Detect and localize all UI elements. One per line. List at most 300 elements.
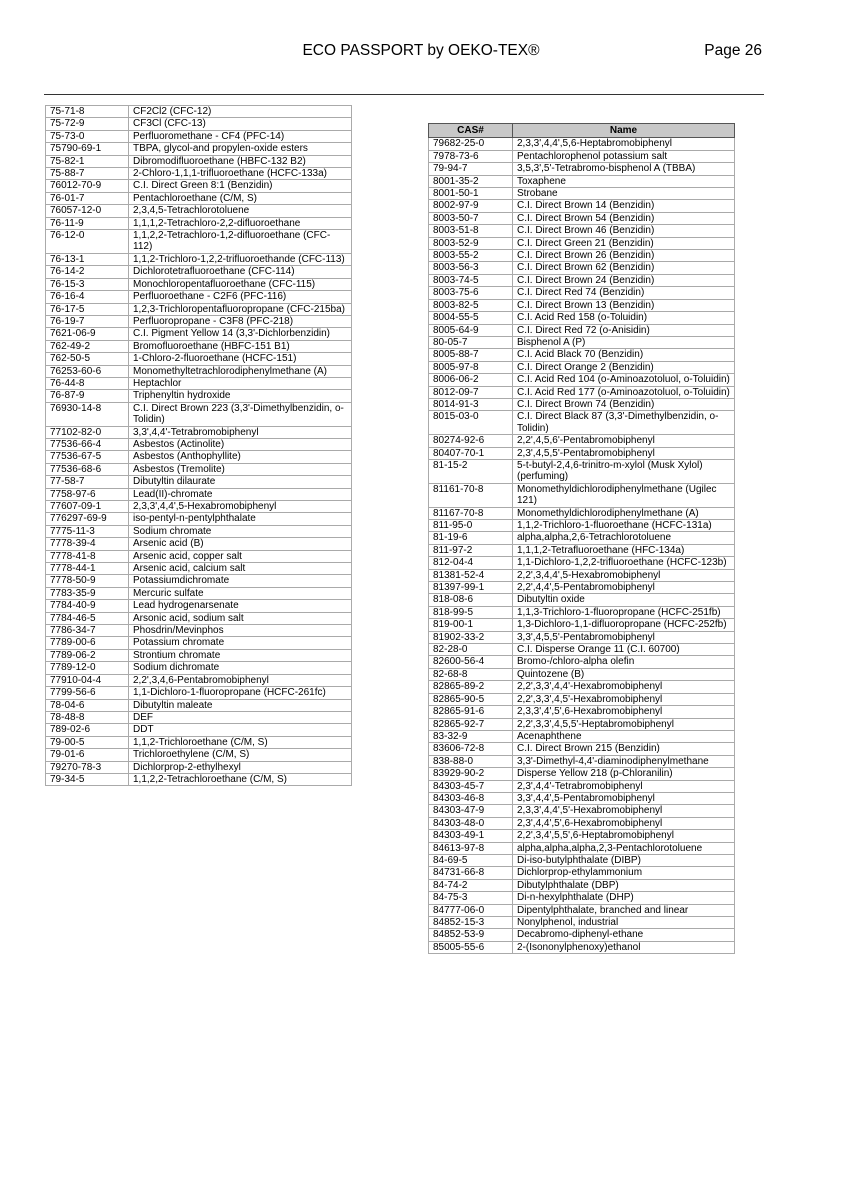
cas-number-cell: 7786-34-7 [46, 625, 129, 637]
table-row [429, 730, 735, 742]
cas-number-cell: 81397-99-1 [429, 582, 513, 594]
table-row [429, 225, 735, 237]
cas-number-cell: 8002-97-9 [429, 200, 513, 212]
cas-number-cell: 81-15-2 [429, 459, 513, 483]
substance-name-cell: Sodium dichromate [129, 662, 352, 674]
substance-name-cell: 2,3,3',4,4',5,6-Heptabromobiphenyl [513, 138, 735, 150]
table-row [429, 532, 735, 544]
table-row [429, 631, 735, 643]
table-row [429, 594, 735, 606]
table-row [46, 711, 352, 723]
cas-number-cell: 75-71-8 [46, 106, 129, 118]
table-row [429, 163, 735, 175]
substance-name-cell: Toxaphene [513, 175, 735, 187]
substance-name-cell: C.I. Acid Red 104 (o-Aminoazotoluol, o-Toluidin) [513, 374, 735, 386]
table-row [429, 507, 735, 519]
table-row [46, 130, 352, 142]
cas-number-cell: 81161-70-8 [429, 483, 513, 507]
substance-name-cell: 2-(Isononylphenoxy)ethanol [513, 941, 735, 953]
cas-number-cell: 8006-06-2 [429, 374, 513, 386]
cas-number-cell: 84731-66-8 [429, 867, 513, 879]
substance-name-cell: C.I. Direct Brown 215 (Benzidin) [513, 743, 735, 755]
substance-name-cell: 1,1,1,2-Tetrafluoroethane (HFC-134a) [513, 544, 735, 556]
cas-number-cell: 84303-49-1 [429, 830, 513, 842]
table-row [46, 637, 352, 649]
table-row [46, 426, 352, 438]
substance-name-cell: TBPA, glycol-and propylen-oxide esters [129, 143, 352, 155]
substance-name-cell: Perfluoropropane - C3F8 (PFC-218) [129, 315, 352, 327]
substance-name-cell: Nonylphenol, industrial [513, 917, 735, 929]
substance-name-cell: Monomethyldichlorodiphenylmethane (A) [513, 507, 735, 519]
substance-name-cell: 2,3,3',4,4',5-Hexabromobiphenyl [129, 501, 352, 513]
table-row [429, 274, 735, 286]
substance-name-cell: Phosdrin/Mevinphos [129, 625, 352, 637]
table-row [429, 606, 735, 618]
cas-number-cell: 7789-06-2 [46, 649, 129, 661]
table-row [429, 150, 735, 162]
cas-number-cell: 76930-14-8 [46, 402, 129, 426]
substance-name-cell: 2,2',4,5,6'-Pentabromobiphenyl [513, 435, 735, 447]
cas-number-cell: 7778-50-9 [46, 575, 129, 587]
substance-name-cell: Perfluoroethane - C2F6 (PFC-116) [129, 291, 352, 303]
table-row [429, 929, 735, 941]
table-row [429, 324, 735, 336]
substance-name-cell: Triphenyltin hydroxide [129, 390, 352, 402]
table-row [429, 398, 735, 410]
substance-name-cell: C.I. Direct Red 74 (Benzidin) [513, 287, 735, 299]
table-row [429, 854, 735, 866]
substance-name-cell: Dipentylphthalate, branched and linear [513, 904, 735, 916]
substance-name-cell: 1,3-Dichloro-1,1-difluoropropane (HCFC-252fb) [513, 619, 735, 631]
cas-number-cell: 80-05-7 [429, 336, 513, 348]
table-row [429, 557, 735, 569]
table-row [46, 192, 352, 204]
table-row [429, 299, 735, 311]
cas-number-cell: 84-69-5 [429, 854, 513, 866]
table-row [429, 459, 735, 483]
table-row [46, 253, 352, 265]
table-row [46, 612, 352, 624]
cas-number-cell: 776297-69-9 [46, 513, 129, 525]
substance-name-cell: Disperse Yellow 218 (p-Chloranilin) [513, 768, 735, 780]
table-row [46, 365, 352, 377]
substance-name-cell: 3,5,3',5'-Tetrabromo-bisphenol A (TBBA) [513, 163, 735, 175]
substance-name-cell: 1,1,2,2-Tetrachloroethane (C/M, S) [129, 773, 352, 785]
substance-name-cell: Monomethyldichlorodiphenylmethane (Ugilec 121) [513, 483, 735, 507]
table-row [46, 205, 352, 217]
table-row [429, 138, 735, 150]
cas-number-cell: 8003-52-9 [429, 237, 513, 249]
cas-number-cell: 82865-89-2 [429, 681, 513, 693]
table-row [429, 743, 735, 755]
substance-name-cell: 2-Chloro-1,1,1-trifluoroethane (HCFC-133a) [129, 168, 352, 180]
table-row [46, 106, 352, 118]
table-row [46, 390, 352, 402]
cas-number-cell: 79-01-6 [46, 749, 129, 761]
substance-name-cell: 1-Chloro-2-fluoroethane (HCFC-151) [129, 353, 352, 365]
substance-name-cell: 3,3'-Dimethyl-4,4'-diaminodiphenylmethane [513, 755, 735, 767]
substance-name-cell: Dichlorprop-ethylammonium [513, 867, 735, 879]
table-row [46, 377, 352, 389]
substance-name-cell: 1,1-Dichloro-1,2,2-trifluoroethane (HCFC-123b) [513, 557, 735, 569]
table-row [46, 230, 352, 254]
cas-number-cell: 7778-44-1 [46, 563, 129, 575]
substance-name-cell: Potassiumdichromate [129, 575, 352, 587]
table-row [46, 538, 352, 550]
substance-name-cell: Dibutyltin oxide [513, 594, 735, 606]
table-row [429, 250, 735, 262]
table-row [429, 904, 735, 916]
table-row [429, 374, 735, 386]
table-row [46, 513, 352, 525]
cas-number-cell: 85005-55-6 [429, 941, 513, 953]
cas-number-cell: 76-14-2 [46, 266, 129, 278]
table-row [46, 315, 352, 327]
right-table-body [429, 138, 735, 954]
table-row [46, 488, 352, 500]
cas-number-cell: 8004-55-5 [429, 312, 513, 324]
table-row [429, 656, 735, 668]
cas-number-cell: 789-02-6 [46, 724, 129, 736]
substance-name-cell: C.I. Direct Brown 223 (3,3'-Dimethylbenzidin, o-Tolidin) [129, 402, 352, 426]
cas-number-cell: 83929-90-2 [429, 768, 513, 780]
table-row [429, 386, 735, 398]
substance-name-cell: Potassium chromate [129, 637, 352, 649]
substance-name-cell: Dichlorotetrafluoroethane (CFC-114) [129, 266, 352, 278]
cas-number-cell: 83606-72-8 [429, 743, 513, 755]
substance-name-cell: 2,3,3',4',5',6-Hexabromobiphenyl [513, 706, 735, 718]
cas-number-cell: 76-12-0 [46, 230, 129, 254]
cas-number-cell: 84613-97-8 [429, 842, 513, 854]
substance-name-cell: C.I. Acid Red 177 (o-Aminoazotoluol, o-Toluidin) [513, 386, 735, 398]
table-row [429, 312, 735, 324]
cas-number-cell: 77536-66-4 [46, 438, 129, 450]
cas-number-cell: 76-17-5 [46, 303, 129, 315]
cas-number-cell: 84303-46-8 [429, 792, 513, 804]
substance-name-cell: alpha,alpha,alpha,2,3-Pentachlorotoluene [513, 842, 735, 854]
substance-name-cell: iso-pentyl-n-pentylphthalate [129, 513, 352, 525]
cas-number-cell: 7778-39-4 [46, 538, 129, 550]
substance-name-cell: Heptachlor [129, 377, 352, 389]
substance-name-cell: C.I. Direct Brown 13 (Benzidin) [513, 299, 735, 311]
substance-name-cell: C.I. Direct Brown 14 (Benzidin) [513, 200, 735, 212]
table-row [46, 724, 352, 736]
cas-number-cell: 82-68-8 [429, 668, 513, 680]
substance-name-cell: Asbestos (Anthophyllite) [129, 451, 352, 463]
table-row [429, 917, 735, 929]
table-row [429, 336, 735, 348]
substance-name-cell: 5-t-butyl-2,4,6-trinitro-m-xylol (Musk Xylol) (perfuming) [513, 459, 735, 483]
substance-name-cell: C.I. Direct Brown 24 (Benzidin) [513, 274, 735, 286]
table-row [429, 237, 735, 249]
substance-name-cell: Bromo-/chloro-alpha olefin [513, 656, 735, 668]
substance-name-cell: C.I. Acid Black 70 (Benzidin) [513, 349, 735, 361]
substance-name-cell: 2,3',4,5,5'-Pentabromobiphenyl [513, 447, 735, 459]
cas-number-cell: 77102-82-0 [46, 426, 129, 438]
table-row [46, 168, 352, 180]
table-row [429, 693, 735, 705]
cas-number-cell: 76-19-7 [46, 315, 129, 327]
cas-number-cell: 83-32-9 [429, 730, 513, 742]
cas-number-cell: 84303-45-7 [429, 780, 513, 792]
table-header-row [429, 124, 735, 138]
substance-name-cell: Monomethyltetrachlorodiphenylmethane (A) [129, 365, 352, 377]
substance-name-cell: Arsenic acid, copper salt [129, 550, 352, 562]
table-row [429, 447, 735, 459]
table-row [429, 188, 735, 200]
table-row [46, 291, 352, 303]
table-row [46, 525, 352, 537]
substance-name-cell: C.I. Disperse Orange 11 (C.I. 60700) [513, 644, 735, 656]
table-row [429, 805, 735, 817]
left-table-body [46, 106, 352, 786]
table-row [46, 340, 352, 352]
cas-number-cell: 84303-47-9 [429, 805, 513, 817]
cas-number-cell: 7758-97-6 [46, 488, 129, 500]
substance-name-cell: Dibutyltin dilaurate [129, 476, 352, 488]
cas-number-cell: 82865-92-7 [429, 718, 513, 730]
substance-name-cell: Quintozene (B) [513, 668, 735, 680]
substance-name-cell: CF3Cl (CFC-13) [129, 118, 352, 130]
table-row [429, 483, 735, 507]
table-row [46, 649, 352, 661]
cas-number-cell: 84-75-3 [429, 892, 513, 904]
table-row [46, 451, 352, 463]
table-row [46, 303, 352, 315]
table-row [429, 892, 735, 904]
substance-name-cell: alpha,alpha,2,6-Tetrachlorotoluene [513, 532, 735, 544]
cas-number-cell: 84777-06-0 [429, 904, 513, 916]
substance-name-cell: C.I. Pigment Yellow 14 (3,3'-Dichlorbenzidin) [129, 328, 352, 340]
substance-name-cell: Lead hydrogenarsenate [129, 600, 352, 612]
substance-name-cell: Dibutylphthalate (DBP) [513, 879, 735, 891]
cas-number-cell: 81-19-6 [429, 532, 513, 544]
table-row [46, 278, 352, 290]
substance-name-cell: C.I. Direct Brown 54 (Benzidin) [513, 212, 735, 224]
cas-number-cell: 82-28-0 [429, 644, 513, 656]
cas-number-cell: 76-16-4 [46, 291, 129, 303]
substance-name-cell: 2,2',3,3',4,5,5'-Heptabromobiphenyl [513, 718, 735, 730]
table-row [429, 287, 735, 299]
table-row [429, 941, 735, 953]
column-header-cas: CAS# [429, 124, 513, 138]
table-row [429, 681, 735, 693]
cas-number-cell: 79-00-5 [46, 736, 129, 748]
substance-name-cell: 1,1,3-Trichloro-1-fluoropropane (HCFC-251fb) [513, 606, 735, 618]
table-row [429, 842, 735, 854]
cas-number-cell: 75-88-7 [46, 168, 129, 180]
substance-name-cell: Arsonic acid, sodium salt [129, 612, 352, 624]
table-row [46, 674, 352, 686]
cas-number-cell: 7784-40-9 [46, 600, 129, 612]
cas-number-cell: 7799-56-6 [46, 687, 129, 699]
substance-name-cell: DDT [129, 724, 352, 736]
table-row [46, 575, 352, 587]
page-number: Page 26 [704, 42, 762, 59]
substance-name-cell: Asbestos (Actinolite) [129, 438, 352, 450]
cas-number-cell: 82865-90-5 [429, 693, 513, 705]
cas-number-cell: 76253-60-6 [46, 365, 129, 377]
cas-number-cell: 80274-92-6 [429, 435, 513, 447]
substance-name-cell: C.I. Direct Red 72 (o-Anisidin) [513, 324, 735, 336]
table-row [429, 361, 735, 373]
table-row [429, 411, 735, 435]
table-row [46, 328, 352, 340]
table-row [429, 668, 735, 680]
substance-name-cell: 2,3,3',4,4',5'-Hexabromobiphenyl [513, 805, 735, 817]
cas-number-cell: 76-15-3 [46, 278, 129, 290]
cas-number-cell: 762-50-5 [46, 353, 129, 365]
substance-name-cell: C.I. Direct Black 87 (3,3'-Dimethylbenzidin, o-Tolidin) [513, 411, 735, 435]
cas-number-cell: 81381-52-4 [429, 569, 513, 581]
substance-name-cell: DEF [129, 711, 352, 723]
table-row [429, 520, 735, 532]
table-row [429, 262, 735, 274]
substance-name-cell: Trichloroethylene (C/M, S) [129, 749, 352, 761]
table-row [429, 817, 735, 829]
substance-name-cell: 2,2',3,4,6-Pentabromobiphenyl [129, 674, 352, 686]
substance-name-cell: C.I. Acid Red 158 (o-Toluidin) [513, 312, 735, 324]
cas-number-cell: 80407-70-1 [429, 447, 513, 459]
substance-name-cell: 2,3',4,4',5',6-Hexabromobiphenyl [513, 817, 735, 829]
cas-number-cell: 8003-51-8 [429, 225, 513, 237]
substance-name-cell: Strobane [513, 188, 735, 200]
substance-name-cell: Di-iso-butylphthalate (DIBP) [513, 854, 735, 866]
cas-number-cell: 84303-48-0 [429, 817, 513, 829]
substance-name-cell: Dibutyltin maleate [129, 699, 352, 711]
table-row [429, 706, 735, 718]
substance-name-cell: 1,1,2,2-Tetrachloro-1,2-difluoroethane (CFC-112) [129, 230, 352, 254]
substance-name-cell: Sodium chromate [129, 525, 352, 537]
cas-number-cell: 79-94-7 [429, 163, 513, 175]
table-row [429, 879, 735, 891]
substance-name-cell: Monochloropentafluoroethane (CFC-115) [129, 278, 352, 290]
cas-number-cell: 7778-41-8 [46, 550, 129, 562]
cas-number-cell: 77607-09-1 [46, 501, 129, 513]
table-row [46, 463, 352, 475]
cas-number-cell: 8005-97-8 [429, 361, 513, 373]
table-row [46, 699, 352, 711]
substance-name-cell: Asbestos (Tremolite) [129, 463, 352, 475]
table-row [429, 780, 735, 792]
substance-name-cell: Mercuric sulfate [129, 587, 352, 599]
substance-name-cell: Pentachloroethane (C/M, S) [129, 192, 352, 204]
substance-name-cell: C.I. Direct Brown 62 (Benzidin) [513, 262, 735, 274]
table-row [46, 217, 352, 229]
cas-number-cell: 79270-78-3 [46, 761, 129, 773]
cas-number-cell: 819-00-1 [429, 619, 513, 631]
cas-number-cell: 75-82-1 [46, 155, 129, 167]
substance-name-cell: C.I. Direct Green 21 (Benzidin) [513, 237, 735, 249]
cas-number-cell: 76-13-1 [46, 253, 129, 265]
cas-number-cell: 78-48-8 [46, 711, 129, 723]
cas-number-cell: 8003-55-2 [429, 250, 513, 262]
table-row [46, 749, 352, 761]
cas-number-cell: 838-88-0 [429, 755, 513, 767]
cas-number-cell: 81167-70-8 [429, 507, 513, 519]
cas-number-cell: 818-08-6 [429, 594, 513, 606]
cas-number-cell: 8001-35-2 [429, 175, 513, 187]
substance-name-cell: 3,3',4,4'-Tetrabromobiphenyl [129, 426, 352, 438]
table-row [46, 625, 352, 637]
cas-number-cell: 84852-53-9 [429, 929, 513, 941]
cas-number-cell: 76-11-9 [46, 217, 129, 229]
table-row [46, 155, 352, 167]
cas-number-cell: 76-01-7 [46, 192, 129, 204]
cas-number-cell: 762-49-2 [46, 340, 129, 352]
table-row [429, 544, 735, 556]
substance-name-cell: 3,3',4,4',5-Pentabromobiphenyl [513, 792, 735, 804]
table-row [46, 550, 352, 562]
cas-number-cell: 7789-12-0 [46, 662, 129, 674]
table-row [429, 175, 735, 187]
cas-number-cell: 818-99-5 [429, 606, 513, 618]
cas-number-cell: 76-87-9 [46, 390, 129, 402]
header-divider [44, 94, 764, 95]
substance-name-cell: 1,2,3-Trichloropentafluoropropane (CFC-215ba) [129, 303, 352, 315]
substance-name-cell: 1,1,1,2-Tetrachloro-2,2-difluoroethane [129, 217, 352, 229]
cas-number-cell: 7784-46-5 [46, 612, 129, 624]
cas-number-cell: 8003-74-5 [429, 274, 513, 286]
cas-number-cell: 82865-91-6 [429, 706, 513, 718]
substance-name-cell: 2,3',4,4'-Tetrabromobiphenyl [513, 780, 735, 792]
cas-number-cell: 812-04-4 [429, 557, 513, 569]
substance-name-cell: 3,3',4,5,5'-Pentabromobiphenyl [513, 631, 735, 643]
table-row [429, 867, 735, 879]
substance-name-cell: Decabromo-diphenyl-ethane [513, 929, 735, 941]
table-row [46, 353, 352, 365]
table-row [429, 582, 735, 594]
substance-name-cell: Strontium chromate [129, 649, 352, 661]
table-row [46, 563, 352, 575]
cas-number-cell: 7789-00-6 [46, 637, 129, 649]
cas-number-cell: 76012-70-9 [46, 180, 129, 192]
substance-name-cell: 2,2',3,3',4,4'-Hexabromobiphenyl [513, 681, 735, 693]
table-row [46, 501, 352, 513]
cas-number-cell: 8015-03-0 [429, 411, 513, 435]
cas-number-cell: 811-95-0 [429, 520, 513, 532]
cas-number-cell: 79682-25-0 [429, 138, 513, 150]
table-row [46, 773, 352, 785]
cas-number-cell: 76-44-8 [46, 377, 129, 389]
substance-name-cell: C.I. Direct Brown 26 (Benzidin) [513, 250, 735, 262]
substance-name-cell: C.I. Direct Brown 46 (Benzidin) [513, 225, 735, 237]
cas-number-cell: 77910-04-4 [46, 674, 129, 686]
table-row [46, 143, 352, 155]
cas-number-cell: 7775-11-3 [46, 525, 129, 537]
cas-number-cell: 8003-82-5 [429, 299, 513, 311]
cas-number-cell: 77536-68-6 [46, 463, 129, 475]
document-title: ECO PASSPORT by OEKO-TEX® [302, 42, 540, 59]
table-row [429, 569, 735, 581]
cas-number-cell: 76057-12-0 [46, 205, 129, 217]
substance-name-cell: CF2Cl2 (CFC-12) [129, 106, 352, 118]
substance-name-cell: Bromofluoroethane (HBFC-151 B1) [129, 340, 352, 352]
substance-name-cell: 2,2',3,4,4',5-Hexabromobiphenyl [513, 569, 735, 581]
substance-name-cell: Pentachlorophenol potassium salt [513, 150, 735, 162]
table-row [429, 644, 735, 656]
table-row [46, 118, 352, 130]
cas-number-cell: 8005-64-9 [429, 324, 513, 336]
table-row [429, 619, 735, 631]
table-row [46, 736, 352, 748]
substance-name-cell: C.I. Direct Orange 2 (Benzidin) [513, 361, 735, 373]
left-substance-table [45, 105, 352, 786]
cas-number-cell: 84852-15-3 [429, 917, 513, 929]
substance-name-cell: Perfluoromethane - CF4 (PFC-14) [129, 130, 352, 142]
table-row [429, 200, 735, 212]
substance-name-cell: Dibromodifluoroethane (HBFC-132 B2) [129, 155, 352, 167]
